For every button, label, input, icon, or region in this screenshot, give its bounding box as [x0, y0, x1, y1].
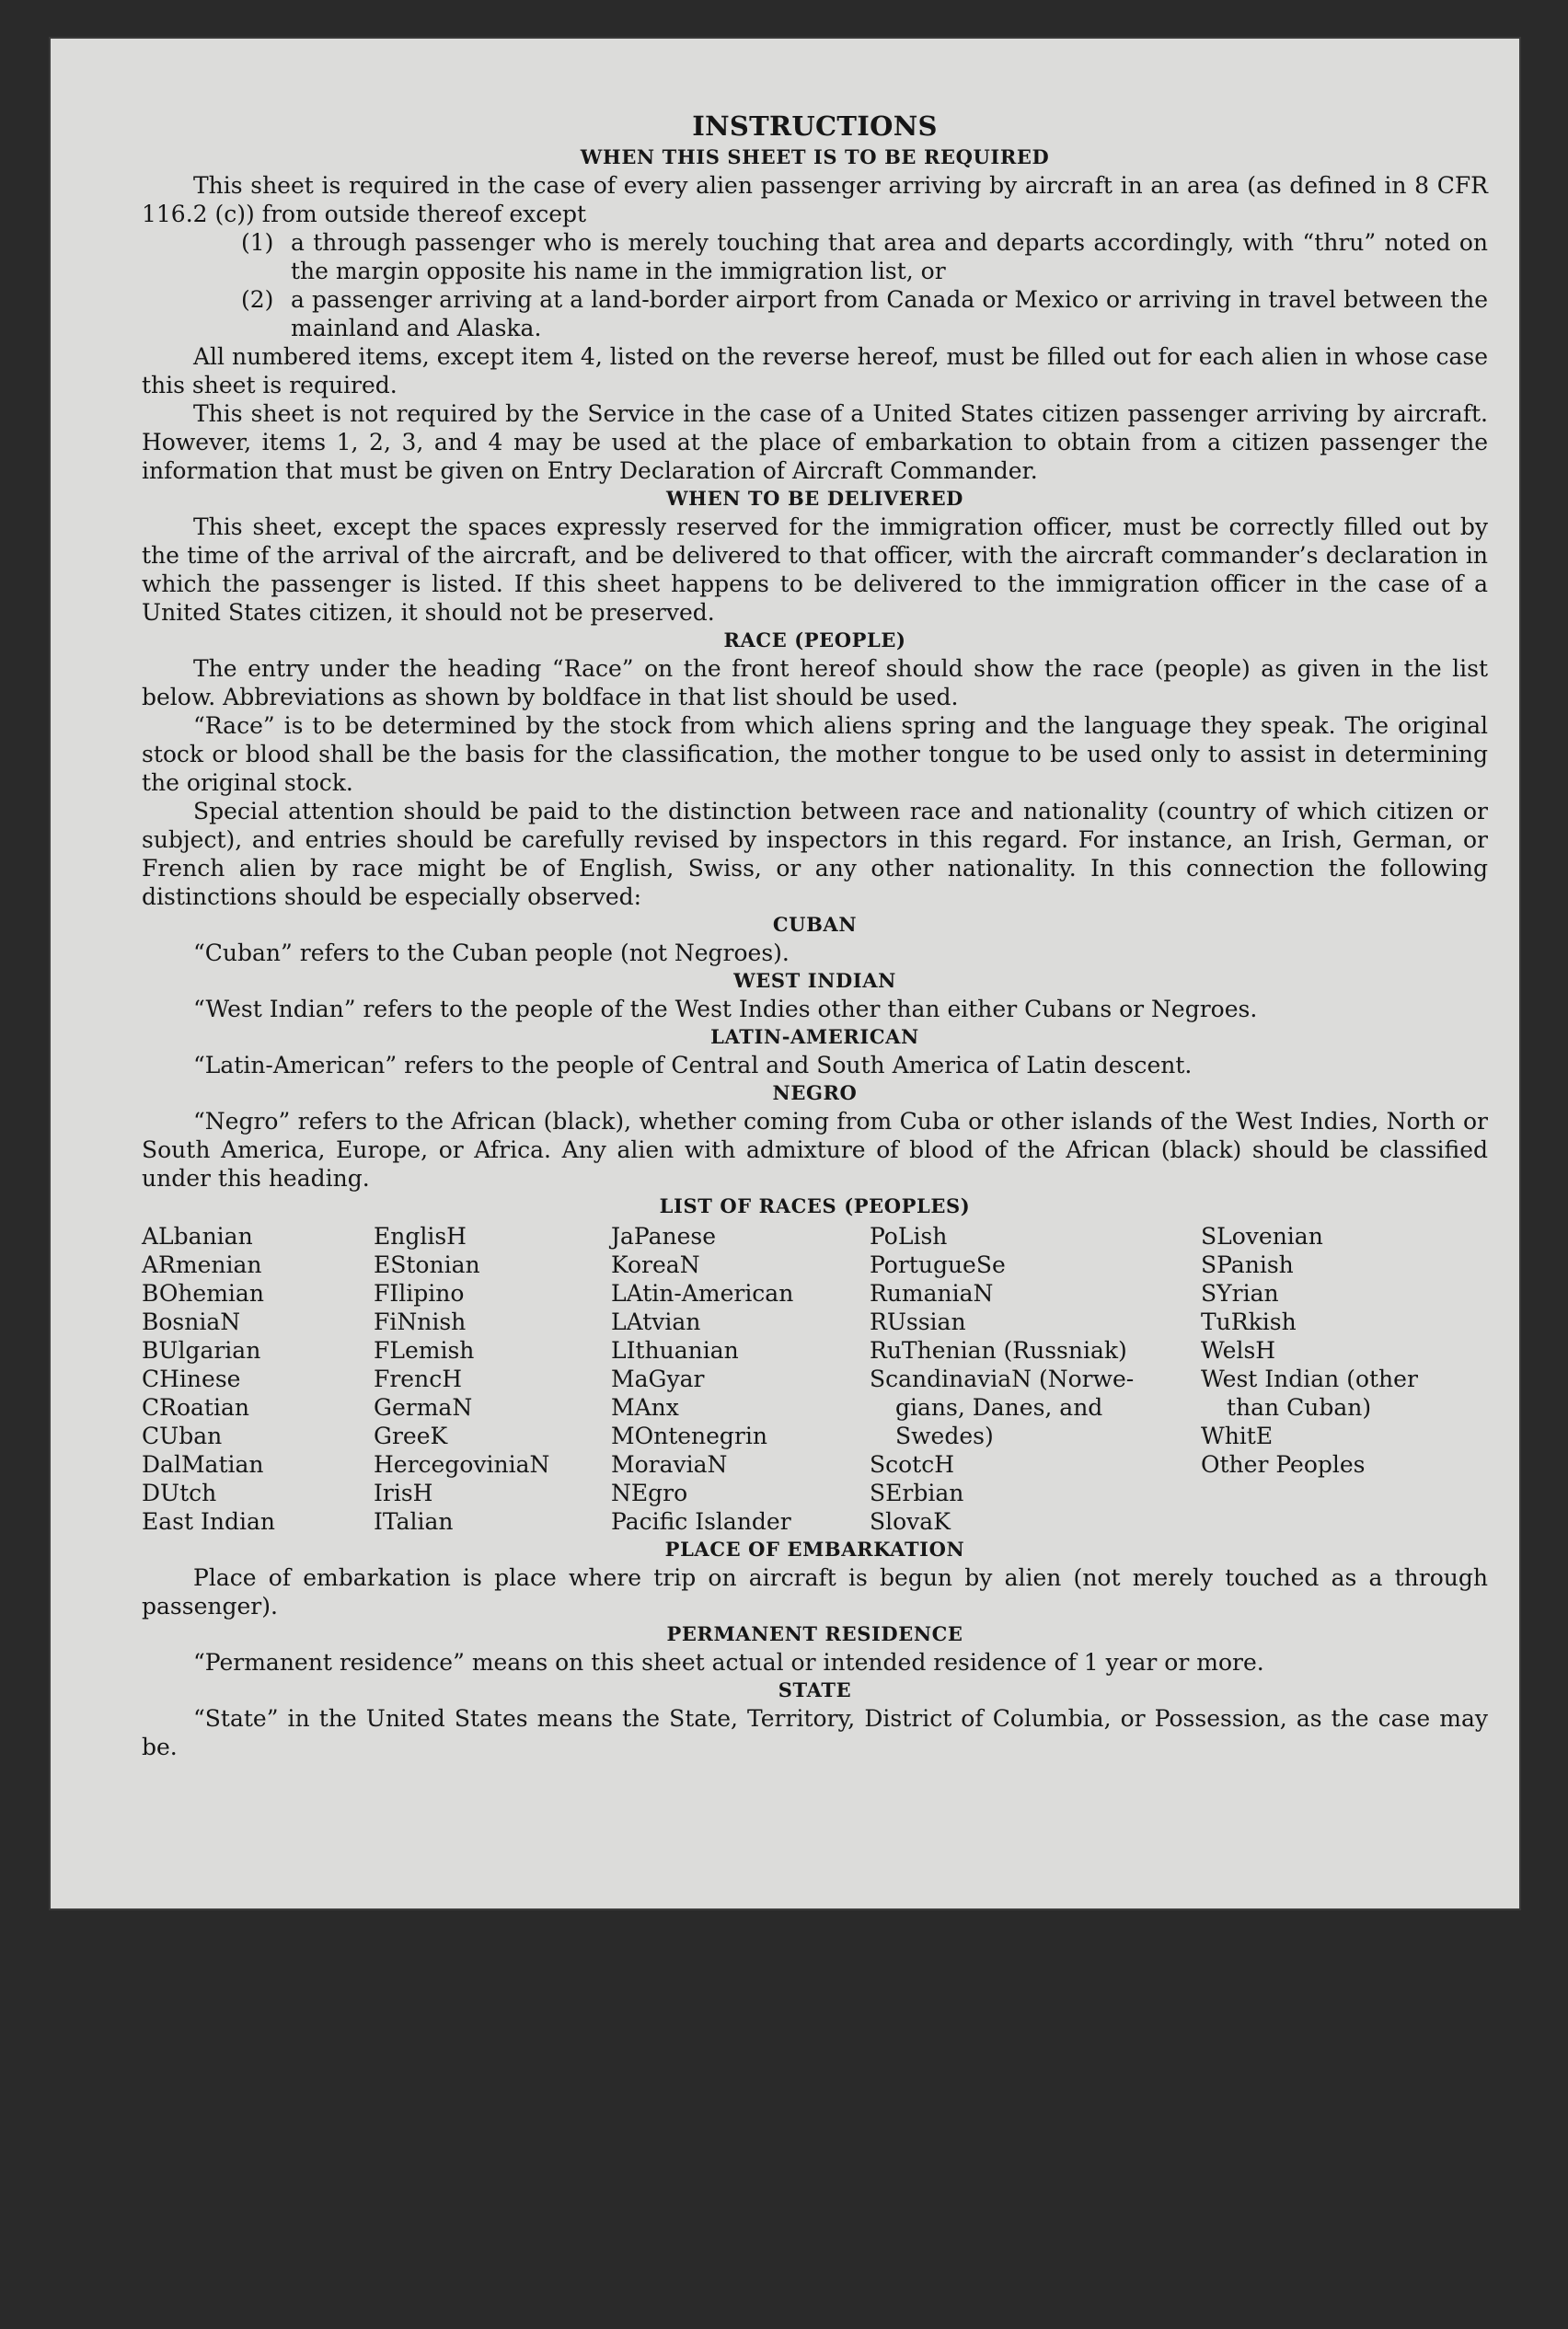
heading-place-of-embarkation: PLACE OF EMBARKATION	[664, 1538, 965, 1561]
race-entry: WhitE	[1201, 1423, 1274, 1449]
race-entry: West Indian (other	[1201, 1366, 1418, 1392]
race-entry: BOhemian	[142, 1280, 264, 1307]
race-entry: SErbian	[870, 1480, 964, 1506]
race-entry: ITalian	[374, 1508, 454, 1535]
race-paragraph-3: Special attention should be paid to the distinction between race and nationality (country of which citizen or subject), and entries should be carefully revised by inspectors in this regard. For instance, an Irish, German, or French alien by race might be of English, Swiss, or any other nationality. In this connection the following distinctions should be especially observed:	[142, 798, 1488, 910]
race-entry: FrencH	[374, 1366, 462, 1392]
races-column-2	[374, 1222, 611, 1536]
page-title: INSTRUCTIONS	[692, 110, 938, 142]
delivered-paragraph: This sheet, except the spaces expressly reserved for the immigration officer, must be correctly filled out by the time of the arrival of the aircraft, and be delivered to that officer, with the aircraft commander’s declaration in which the passenger is listed. If this sheet happens to be delivered to the immigration officer in the case of a United States citizen, it should not be preserved.	[142, 513, 1488, 626]
race-entry: LAtin-American	[611, 1280, 794, 1307]
race-entry: RUssian	[870, 1309, 966, 1335]
document-sheet	[51, 39, 1519, 1908]
race-paragraph-2: “Race” is to be determined by the stock from which aliens spring and the language they speak. The original stock or blood shall be the basis for the classification, the mother tongue to be used only to assist in determining the original stock.	[142, 712, 1488, 796]
race-entry: DUtch	[142, 1480, 217, 1506]
race-entry: EStonian	[374, 1251, 480, 1278]
race-entry: LIthuanian	[611, 1337, 739, 1364]
race-entry: GermaN	[374, 1394, 473, 1421]
race-entry: Pacific Islander	[611, 1508, 791, 1535]
race-entry: SlovaK	[870, 1508, 951, 1535]
heading-state: STATE	[778, 1678, 852, 1701]
races-column-5	[1201, 1222, 1477, 1536]
heading-latin-american: LATIN-AMERICAN	[710, 1025, 919, 1048]
race-entry: SYrian	[1201, 1280, 1279, 1307]
race-entry: MoraviaN	[611, 1451, 728, 1478]
race-entry: SPanish	[1201, 1251, 1294, 1278]
heading-race: RACE (PEOPLE)	[723, 628, 906, 651]
state-definition: “State” in the United States means the State, Territory, District of Columbia, or Possession, as the case may be.	[142, 1705, 1488, 1760]
race-entry: JaPanese	[611, 1223, 717, 1250]
races-column-3	[611, 1222, 870, 1536]
race-entry: MAnx	[611, 1394, 679, 1421]
race-entry-continued: gians, Danes, and	[895, 1394, 1103, 1421]
race-entry: CHinese	[142, 1366, 241, 1392]
latin-american-definition: “Latin-American” refers to the people of Central and South America of Latin descent.	[193, 1052, 1193, 1078]
required-paragraph-3: This sheet is not required by the Service in the case of a United States citizen passenger arriving by aircraft. However, items 1, 2, 3, and 4 may be used at the place of embarkation to obtain from a citizen passenger the information that must be given on Entry Declaration of Aircraft Commander.	[142, 400, 1488, 484]
cuban-definition: “Cuban” refers to the Cuban people (not Negroes).	[193, 940, 790, 966]
race-entry: SLovenian	[1201, 1223, 1323, 1250]
heading-negro: NEGRO	[772, 1081, 858, 1104]
race-entry: GreeK	[374, 1423, 448, 1449]
exception-text: a passenger arriving at a land-border airport from Canada or Mexico or arriving in travel between the mainland and Alaska.	[291, 286, 1488, 341]
race-entry: BUlgarian	[142, 1337, 261, 1364]
race-entry: HercegoviniaN	[374, 1451, 550, 1478]
race-entry: NEgro	[611, 1480, 688, 1506]
exception-number: (2)	[241, 286, 274, 313]
exception-item-2	[241, 285, 1488, 342]
races-list	[142, 1222, 1488, 1536]
races-column-1	[142, 1222, 374, 1536]
required-paragraph-2: All numbered items, except item 4, listed on the reverse hereof, must be filled out for each alien in whose case this sheet is required.	[142, 343, 1488, 398]
heading-west-indian: WEST INDIAN	[733, 969, 896, 992]
race-entry: IrisH	[374, 1480, 433, 1506]
race-paragraph-1: The entry under the heading “Race” on the front hereof should show the race (people) as given in the list below. Abbreviations as shown by boldface in that list should be used.	[142, 655, 1488, 710]
race-entry: EnglisH	[374, 1223, 467, 1250]
heading-when-delivered: WHEN TO BE DELIVERED	[665, 487, 963, 510]
race-entry: RuThenian (Russniak)	[870, 1337, 1127, 1364]
race-entry: PoLish	[870, 1223, 948, 1250]
race-entry: LAtvian	[611, 1309, 701, 1335]
race-entry: ScandinaviaN (Norwe-	[870, 1366, 1135, 1392]
embarkation-definition: Place of embarkation is place where trip on aircraft is begun by alien (not merely touched as a through passenger).	[142, 1564, 1488, 1620]
race-entry: CRoatian	[142, 1394, 249, 1421]
race-entry: Other Peoples	[1201, 1451, 1366, 1478]
instructions-text	[142, 110, 1488, 1761]
race-entry: FiNnish	[374, 1309, 467, 1335]
race-entry-continued: than Cuban)	[1227, 1394, 1372, 1421]
residence-definition: “Permanent residence” means on this sheet actual or intended residence of 1 year or more.	[193, 1649, 1264, 1676]
race-entry: TuRkish	[1201, 1309, 1297, 1335]
negro-definition: “Negro” refers to the African (black), whether coming from Cuba or other islands of the West Indies, North or South America, Europe, or Africa. Any alien with admixture of blood of the African (black) should be classified under this heading.	[142, 1108, 1488, 1192]
race-entry: RumaniaN	[870, 1280, 994, 1307]
heading-permanent-residence: PERMANENT RESIDENCE	[666, 1622, 963, 1645]
race-entry: PortugueSe	[870, 1251, 1006, 1278]
race-entry: WelsH	[1201, 1337, 1276, 1364]
race-entry: East Indian	[142, 1508, 275, 1535]
race-entry: DalMatian	[142, 1451, 264, 1478]
exception-text: a through passenger who is merely touching that area and departs accordingly, with “thru” noted on the margin opposite his name in the immigration list, or	[291, 229, 1488, 284]
race-entry: ARmenian	[142, 1251, 262, 1278]
race-entry: KoreaN	[611, 1251, 700, 1278]
required-paragraph-1: This sheet is required in the case of every alien passenger arriving by aircraft in an area (as defined in 8 CFR 116.2 (c)) from outside thereof except	[142, 172, 1488, 227]
race-entry: FLemish	[374, 1337, 475, 1364]
race-entry: CUban	[142, 1423, 223, 1449]
race-entry-continued: Swedes)	[895, 1423, 994, 1449]
heading-list-of-races: LIST OF RACES (PEOPLES)	[659, 1194, 971, 1217]
race-entry: BosniaN	[142, 1309, 241, 1335]
heading-when-required: WHEN THIS SHEET IS TO BE REQUIRED	[580, 145, 1050, 168]
heading-cuban: CUBAN	[772, 913, 858, 936]
exception-item-1	[241, 228, 1488, 285]
race-entry: ALbanian	[142, 1223, 253, 1250]
exception-number: (1)	[241, 229, 274, 256]
race-entry: ScotcH	[870, 1451, 955, 1478]
race-entry: MOntenegrin	[611, 1423, 767, 1449]
race-entry: FIlipino	[374, 1280, 465, 1307]
west-indian-definition: “West Indian” refers to the people of the West Indies other than either Cubans or Negroes.	[193, 996, 1258, 1022]
race-entry: MaGyar	[611, 1366, 705, 1392]
races-column-4	[870, 1222, 1201, 1536]
